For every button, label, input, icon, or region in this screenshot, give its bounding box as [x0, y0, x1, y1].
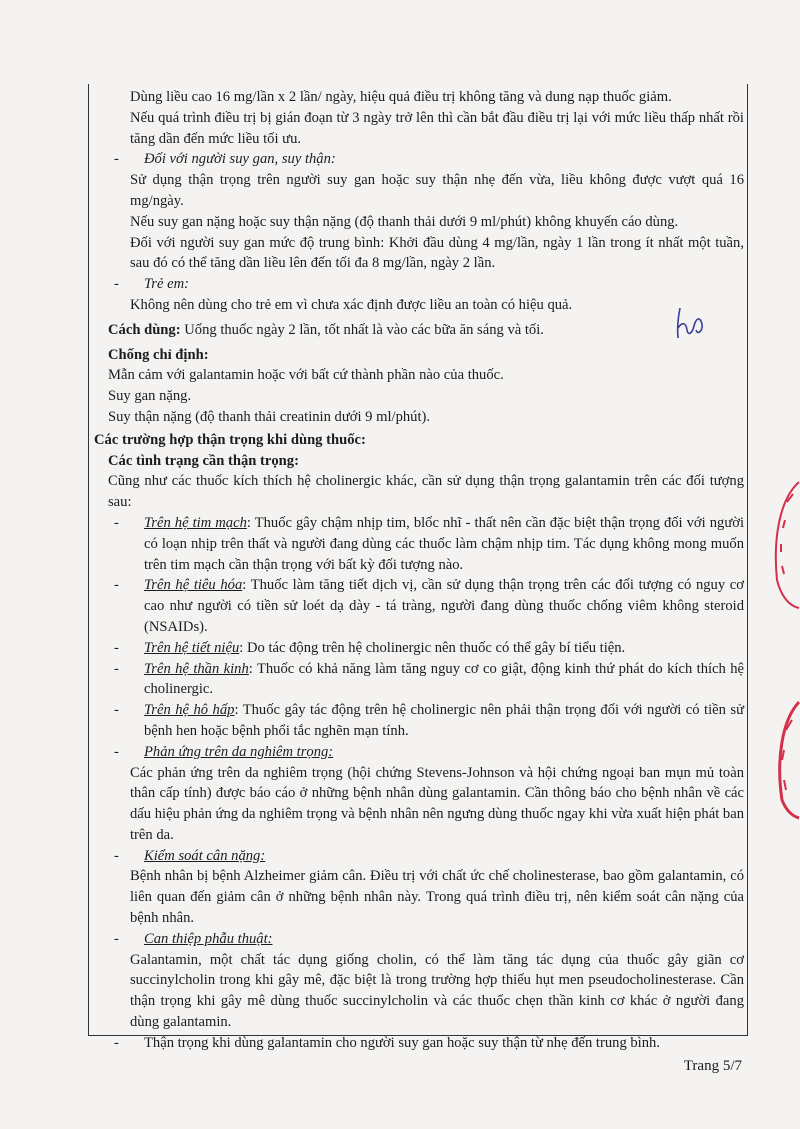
cach-dung: [108, 320, 744, 341]
than-kinh-item: [108, 659, 744, 701]
cach-dung-label: Cách dùng:: [108, 321, 181, 338]
chong-chi-dinh-item: Suy thận nặng (độ thanh thải creatinin dưới 9 ml/phút).: [108, 408, 431, 425]
page-number: Trang 5/7: [683, 1058, 742, 1074]
kiem-soat-can-nang-title: - Kiểm soát cân nặng:: [108, 846, 744, 867]
than-trong-subheading: Các tình trạng cần thận trọng:: [108, 452, 299, 469]
cach-dung-text: Uống thuốc ngày 2 lần, tốt nhất là vào các bữa ăn sáng và tối.: [180, 321, 544, 338]
chong-chi-dinh-title: Chống chỉ định:: [108, 346, 209, 363]
tieu-hoa-label: Trên hệ tiêu hóa: [144, 577, 243, 594]
ho-hap-text: : Thuốc gây tác động trên hệ cholinergic nên phải thận trọng đối với người có tiền sử bệnh hen hoặc bệnh phổi tắc nghẽn mạn tính.: [144, 702, 744, 739]
can-thiep-phau-thuat-title: - Can thiệp phẫu thuật:: [108, 929, 744, 950]
suy-gan-paragraph: Sử dụng thận trọng trên người suy gan hoặc suy thận nhẹ đến vừa, liều không được vượt quá 16 mg/ngày.: [130, 172, 744, 209]
than-trong-last-item: - Thận trọng khi dùng galantamin cho người suy gan hoặc suy thận từ nhẹ đến trung bình.: [108, 1033, 744, 1054]
red-stamp: [763, 480, 800, 610]
ho-hap-item: [108, 700, 744, 742]
tieu-hoa-item: [108, 575, 744, 637]
tim-mach-label: Trên hệ tim mạch: [144, 514, 247, 531]
section-suy-gan-title: - Đối với người suy gan, suy thận:: [108, 149, 744, 170]
section-tre-em-title: - Trẻ em:: [108, 274, 744, 295]
tiet-nieu-text: : Do tác động trên hệ cholinergic nên thuốc có thể gây bí tiểu tiện.: [239, 639, 626, 656]
suy-gan-paragraph: Nếu suy gan nặng hoặc suy thận nặng (độ thanh thải dưới 9 ml/phút) không khuyến cáo dùng.: [130, 213, 679, 230]
than-kinh-label: Trên hệ thần kinh: [144, 660, 249, 677]
kiem-soat-can-nang-text: Bệnh nhân bị bệnh Alzheimer giảm cân. Điều trị với chất ức chế cholinesterase, bao gồm galantamin, có liên quan đến giảm cân ở những bệnh nhân này. Trong quá trình điều trị, nên kiểm soát cân nặng của bệnh nhân.: [130, 868, 744, 927]
suy-gan-paragraph: Đối với người suy gan mức độ trung bình: Khởi đầu dùng 4 mg/lần, ngày 1 lần trong ít nhất một tuần, sau đó có thể tăng dần liều lên đến tối đa 8 mg/lần, ngày 2 lần.: [130, 234, 744, 272]
chong-chi-dinh-item: Mẫn cảm với galantamin hoặc với bất cứ thành phần nào của thuốc.: [108, 367, 504, 384]
intro-line-2: Nếu quá trình điều trị bị gián đoạn từ 3 ngày trở lên thì cần bắt đầu điều trị lại với mức liều thấp nhất rồi tăng dần đến mức liều tối ưu.: [130, 109, 744, 147]
tre-em-paragraph: Không nên dùng cho trẻ em vì chưa xác định được liều an toàn có hiệu quả.: [130, 296, 573, 313]
phan-ung-da-title: - Phản ứng trên da nghiêm trọng:: [108, 742, 744, 763]
signature-mark: [672, 304, 708, 344]
tim-mach-text: : Thuốc gây chậm nhịp tim, blốc nhĩ - thất nên cần đặc biệt thận trọng đối với người có loạn nhịp trên thất và người đang dùng các thuốc làm chậm nhịp tim. Tác dụng không mong muốn trên tim mạch cần thận trọng với bất kỳ đối tượng nào.: [144, 514, 744, 573]
tim-mach-item: [108, 513, 744, 575]
tiet-nieu-label: Trên hệ tiết niệu: [144, 639, 240, 656]
chong-chi-dinh-item: Suy gan nặng.: [108, 388, 192, 405]
intro-line-1: Dùng liều cao 16 mg/lần x 2 lần/ ngày, hiệu quả điều trị không tăng và dung nạp thuốc giảm.: [130, 89, 672, 105]
tieu-hoa-text: : Thuốc làm tăng tiết dịch vị, cần sử dụng thận trọng trên các đối tượng có nguy cơ cao như người có tiền sử loét dạ dày - tá tràng, người đang dùng thuốc chống viêm không steroid (NSAIDs).: [144, 577, 744, 635]
than-trong-intro: Cũng như các thuốc kích thích hệ cholinergic khác, cần sử dụng thận trọng galantamin trên các đối tượng sau:: [108, 473, 744, 511]
phan-ung-da-text: Các phản ứng trên da nghiêm trọng (hội chứng Stevens-Johnson và hội chứng ngoại ban mụn mủ toàn thân cấp tính) được báo cáo ở những bệnh nhân dùng galantamin. Cần thông báo cho bệnh nhân về các dấu hiệu phản ứng da nghiêm trọng và bệnh nhân nên ngưng dùng thuốc ngay khi vừa xuất hiện phát ban trên da.: [130, 764, 744, 843]
than-trong-heading: Các trường hợp thận trọng khi dùng thuốc:: [94, 431, 366, 448]
ho-hap-label: Trên hệ hô hấp: [144, 702, 235, 719]
red-seal-edge: [772, 700, 800, 820]
than-kinh-text: : Thuốc có khả năng làm tăng nguy cơ co giật, động kinh thứ phát do kích thích hệ cholinergic.: [144, 660, 744, 698]
tiet-nieu-item: [108, 638, 744, 659]
can-thiep-phau-thuat-text: Galantamin, một chất tác dụng giống cholin, có thể làm tăng tác dụng của thuốc gây giãn cơ succinylcholin trong khi gây mê, đặc biệt là trong trường hợp thiếu hụt men pseudocholinesterase. Cần thận trọng khi gây mê dùng thuốc succinylcholin và các thuốc chẹn thần kinh cơ khác ở người đang dùng galantamin.: [130, 951, 744, 1031]
document-body: [94, 87, 744, 1054]
